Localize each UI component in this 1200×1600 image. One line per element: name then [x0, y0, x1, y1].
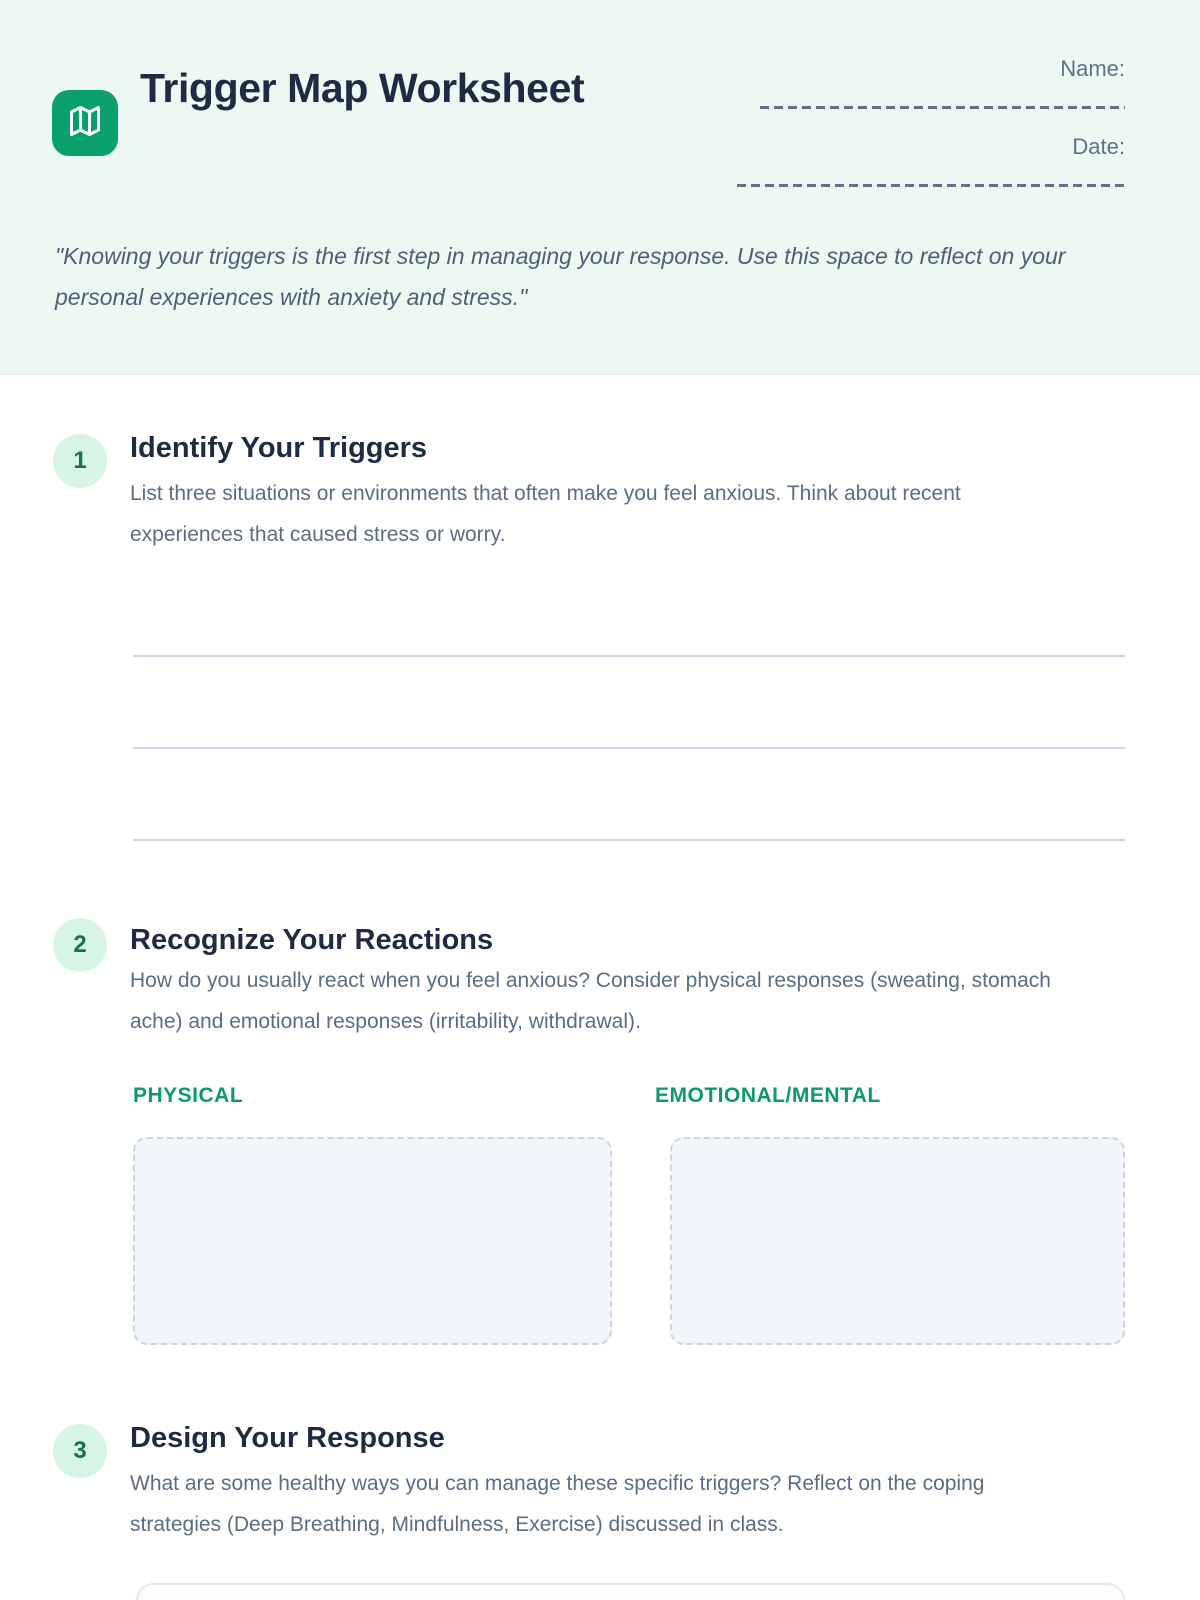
physical-column-label: PHYSICAL — [133, 1084, 244, 1107]
writing-line-2[interactable] — [133, 747, 1125, 749]
name-field-label: Name: — [1060, 56, 1125, 81]
worksheet-header — [0, 0, 1200, 375]
section-1-description: List three situations or environments that often make you feel anxious. Think about recent experiences that caused stress or worry. — [130, 482, 961, 546]
date-fill-line[interactable] — [737, 184, 1125, 187]
section-2-description: How do you usually react when you feel anxious? Consider physical responses (sweating, stomach ache) and emotional responses (irritability, withdrawal). — [130, 969, 1051, 1033]
section-2-badge: 2 — [53, 918, 107, 972]
section-1-badge: 1 — [53, 434, 107, 488]
section-3-description: What are some healthy ways you can manage these specific triggers? Reflect on the coping strategies (Deep Breathing, Mindfulness, Exercise) discussed in class. — [130, 1472, 985, 1536]
intro-quote: "Knowing your triggers is the first step in managing your response. Use this space to reflect on your personal experiences with anxiety and stress." — [55, 243, 1066, 310]
physical-answer-box[interactable] — [133, 1137, 612, 1345]
name-fill-line[interactable] — [760, 106, 1125, 109]
emotional-answer-box[interactable] — [670, 1137, 1125, 1345]
page-title: Trigger Map Worksheet — [140, 65, 585, 111]
date-field-label: Date: — [1072, 134, 1125, 159]
section-3-badge: 3 — [53, 1424, 107, 1478]
section-2-title: Recognize Your Reactions — [130, 924, 494, 956]
app-icon-tile — [52, 90, 118, 156]
writing-line-1[interactable] — [133, 655, 1125, 657]
response-answer-box[interactable] — [136, 1583, 1125, 1600]
section-1-title: Identify Your Triggers — [130, 432, 428, 464]
section-3-title: Design Your Response — [130, 1422, 445, 1454]
writing-line-3[interactable] — [133, 839, 1125, 841]
emotional-column-label: EMOTIONAL/MENTAL — [655, 1084, 881, 1107]
map-icon — [67, 103, 103, 144]
